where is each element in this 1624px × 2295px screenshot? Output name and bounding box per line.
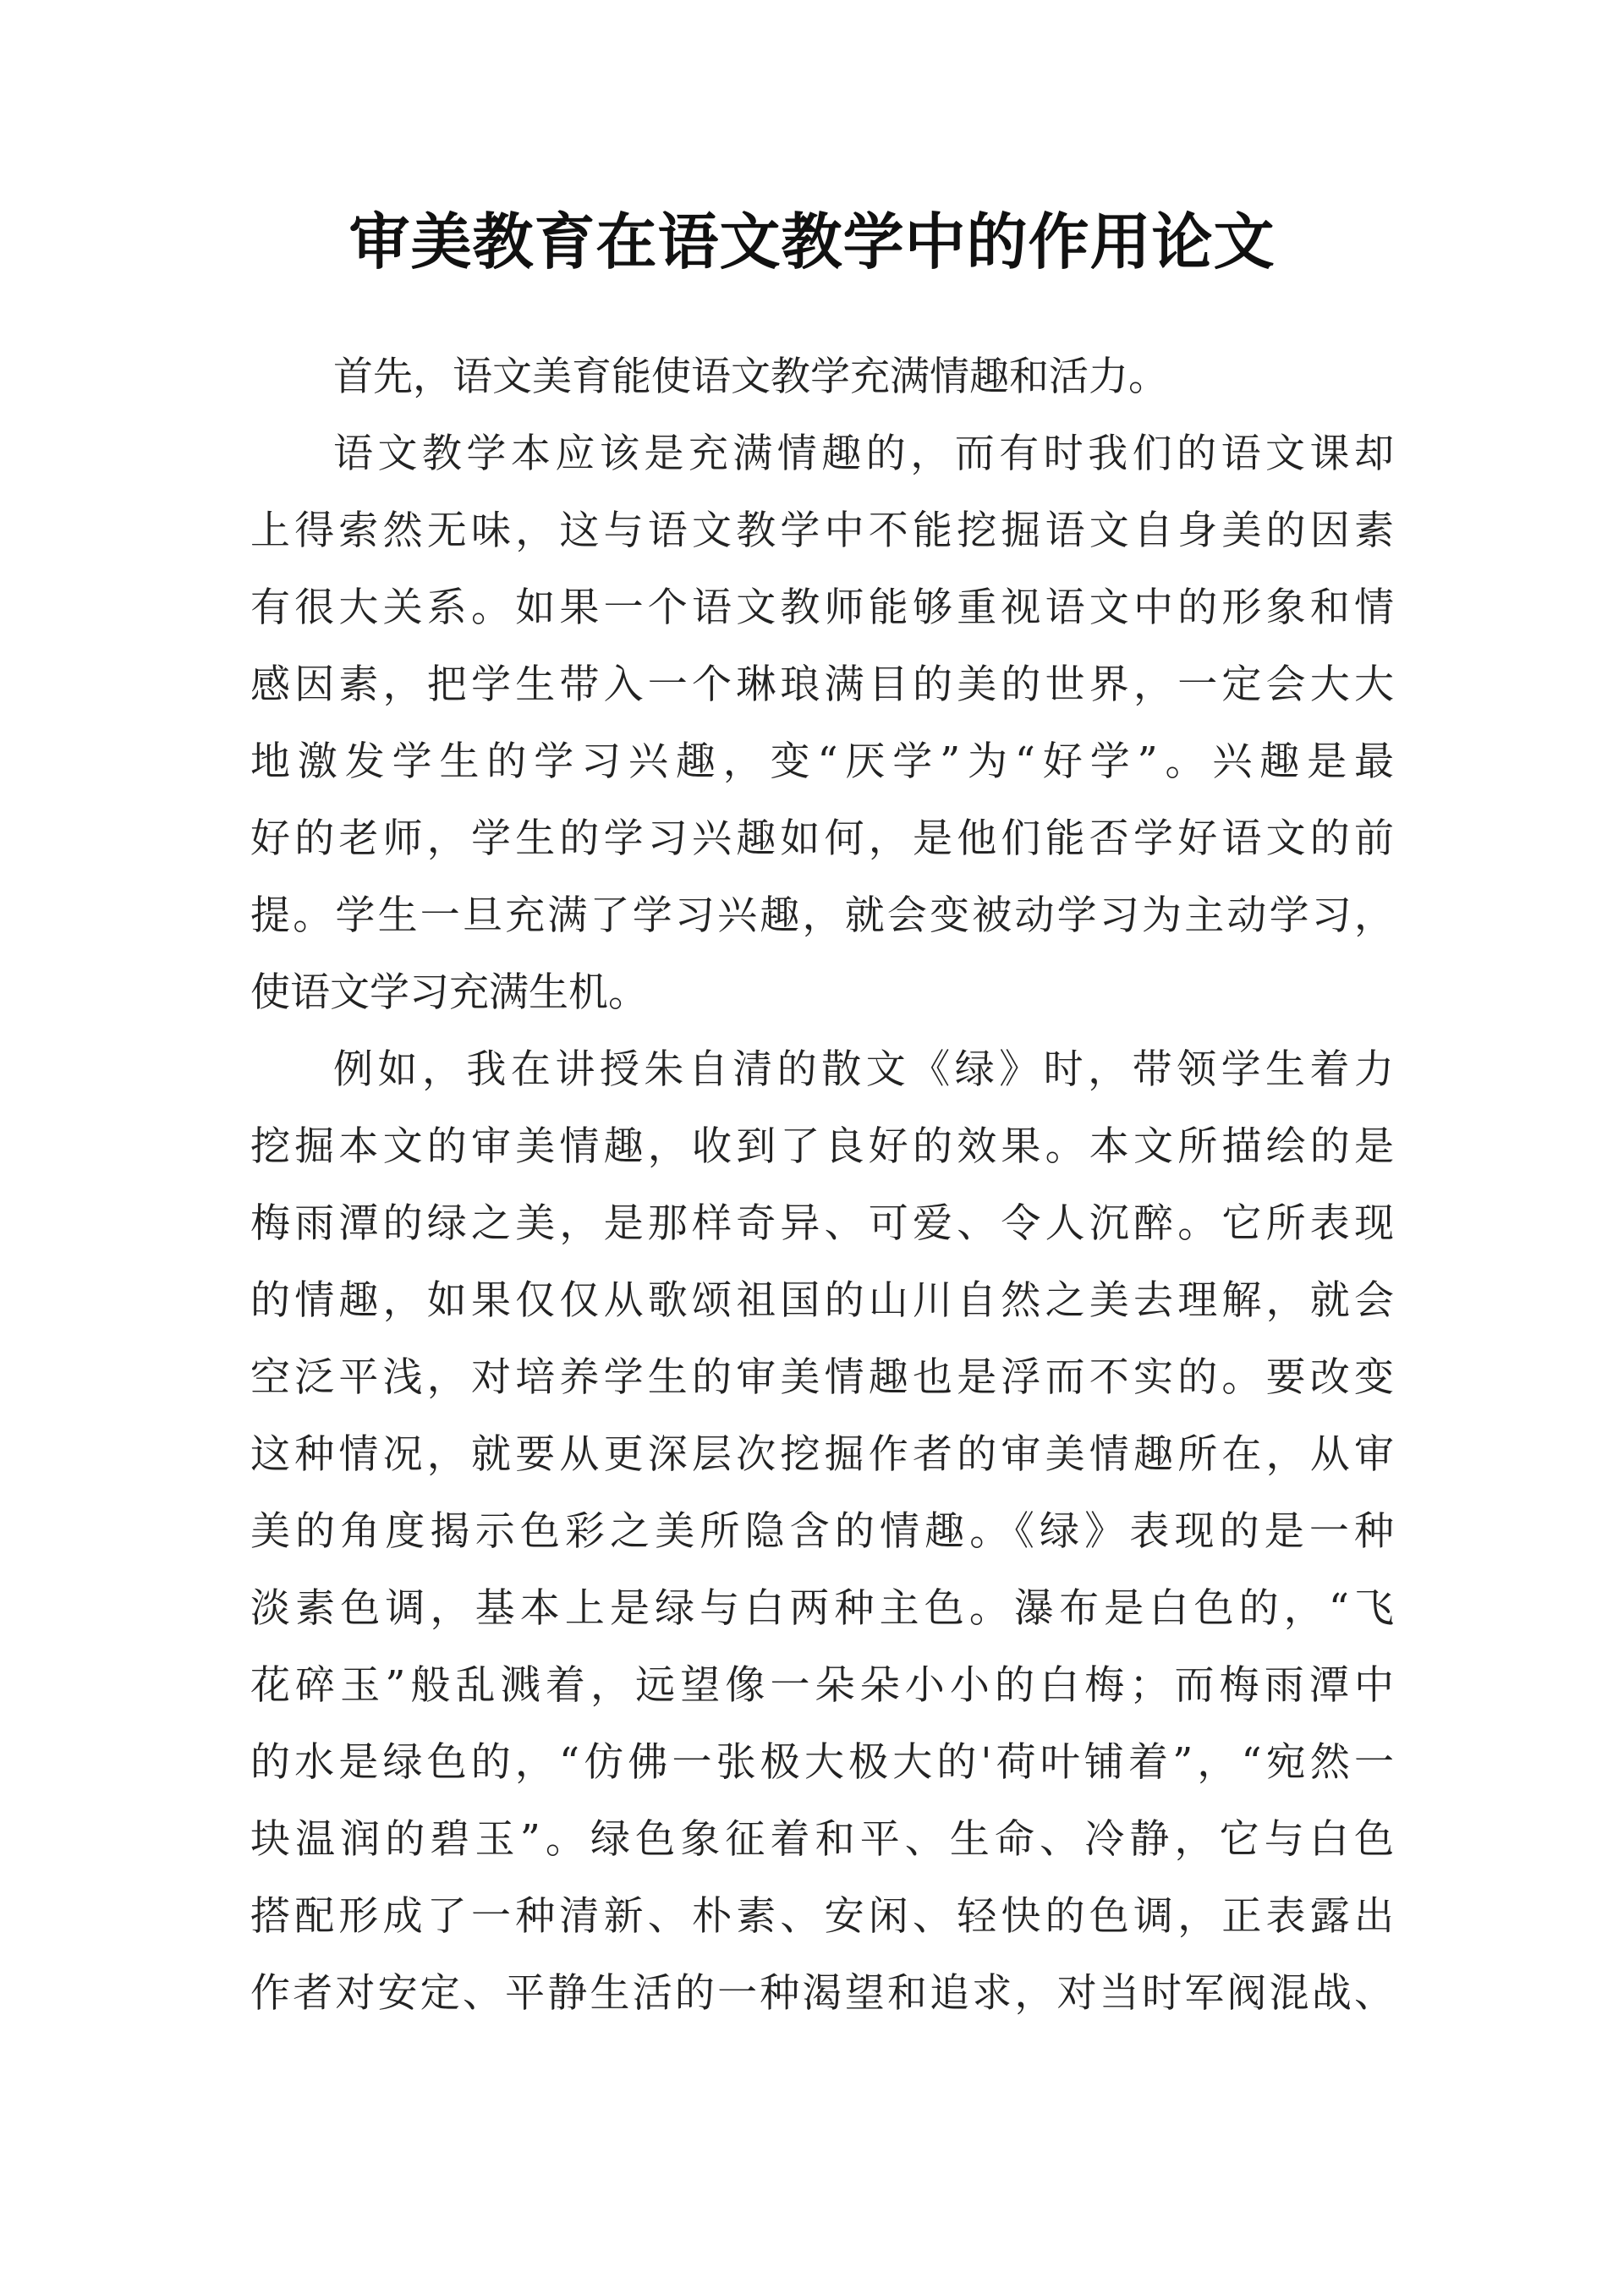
text-line: 淡素色调，基本上是绿与白两种主色。瀑布是白色的，“飞 [250,1585,1394,1632]
document-body [250,338,1394,2032]
text-line: 这种情况，就要从更深层次挖掘作者的审美情趣所在，从审 [250,1431,1394,1478]
text-line: 作者对安定、平静生活的一种渴望和追求，对当时军阀混战、 [250,1970,1394,2017]
text-line: 首先，语文美育能使语文教学充满情趣和活力。 [333,354,1168,400]
text-line: 感因素，把学生带入一个琳琅满目的美的世界，一定会大大 [250,662,1394,708]
text-line: 的情趣，如果仅仅从歌颂祖国的山川自然之美去理解，就会 [250,1277,1394,1324]
text-line: 地激发学生的学习兴趣，变“厌学”为“好学”。兴趣是最 [250,738,1394,785]
text-line: 块温润的碧玉”。绿色象征着和平、生命、冷静，它与白色 [250,1816,1394,1863]
paragraph-1 [250,338,1394,415]
paragraph-2 [250,415,1394,1031]
text-line: 搭配形成了一种清新、朴素、安闲、轻快的色调，正表露出 [250,1893,1394,1940]
text-line: 美的角度揭示色彩之美所隐含的情趣。《绿》表现的是一种 [250,1508,1394,1555]
text-line: 空泛平浅，对培养学生的审美情趣也是浮而不实的。要改变 [250,1354,1394,1401]
text-line: 有很大关系。如果一个语文教师能够重视语文中的形象和情 [250,585,1394,631]
paragraph-3 [250,1031,1394,2032]
text-line: 例如，我在讲授朱自清的散文《绿》时，带领学生着力 [333,1046,1394,1093]
text-line: 提。学生一旦充满了学习兴趣，就会变被动学习为主动学习， [250,892,1394,939]
text-line: 花碎玉”般乱溅着，远望像一朵朵小小的白梅；而梅雨潭中 [250,1662,1394,1709]
text-line: 上得索然无味，这与语文教学中不能挖掘语文自身美的因素 [250,508,1394,554]
text-line: 使语文学习充满生机。 [250,969,648,1016]
text-line: 的水是绿色的，“仿佛一张极大极大的'荷叶铺着”，“宛然一 [250,1739,1394,1786]
text-line: 挖掘本文的审美情趣，收到了良好的效果。本文所描绘的是 [250,1123,1394,1170]
document-title: 审美教育在语文教学中的作用论文 [348,206,1276,277]
text-line: 梅雨潭的绿之美，是那样奇异、可爱、令人沉醉。它所表现 [250,1200,1394,1247]
text-line: 语文教学本应该是充满情趣的，而有时我们的语文课却 [333,431,1394,477]
text-line: 好的老师，学生的学习兴趣如何，是他们能否学好语文的前 [250,815,1394,862]
